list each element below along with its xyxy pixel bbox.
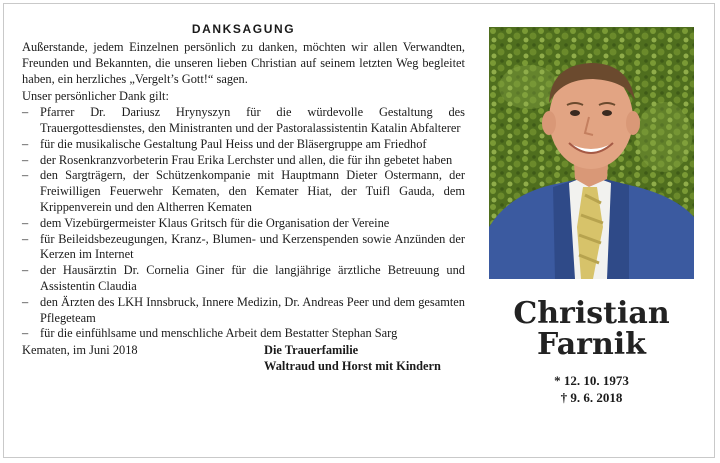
thanks-intro: Unser persönlicher Dank gilt:	[22, 89, 169, 104]
list-item	[22, 105, 465, 137]
footer-row	[22, 343, 465, 375]
dash-bullet: –	[22, 326, 29, 341]
list-item-text: der Rosenkranzvorbeterin Frau Erika Lerchster und allen, die für ihn gebetet haben	[40, 152, 453, 167]
list-item-text: für die musikalische Gestaltung Paul Heiss und der Bläsergruppe am Friedhof	[40, 136, 427, 151]
list-item	[22, 153, 465, 169]
dash-bullet: –	[22, 263, 29, 278]
list-item-text: für Beileidsbezeugungen, Kranz-, Blumen- und Kerzenspenden sowie Anzünden der Kerzen im Internet	[40, 231, 465, 262]
thanks-list	[22, 105, 465, 342]
family-signature	[264, 343, 441, 375]
list-item-text: der Hausärztin Dr. Cornelia Giner für die langjährige ärztliche Betreuung und Assistentin Claudia	[40, 263, 465, 293]
portrait-photo	[489, 27, 694, 279]
list-item-text: für die einfühlsame und menschliche Arbeit dem Bestatter Stephan Sarg	[40, 326, 398, 341]
signature-line-2: Waltraud und Horst mit Kindern	[264, 358, 441, 373]
text-column	[22, 22, 465, 375]
list-item	[22, 216, 465, 232]
list-item-text: Pfarrer Dr. Dariusz Hrynyszyn für die würdevolle Gestaltung des Trauergottesdienstes, den Ministranten und der Pastoralassistentin Katalin Abfalterer	[40, 105, 465, 135]
list-item-text: den Sargträgern, der Schützenkompanie mit Hauptmann Dieter Ostermann, der Freiwilligen Feuerwehr Kematen, den Kemater Hiat, der Tuifl Gauda, dem Krippenverein und den Altherren Kematen	[40, 168, 465, 214]
list-item	[22, 326, 465, 342]
notice-heading: DANKSAGUNG	[191, 22, 296, 36]
list-item	[22, 168, 465, 215]
list-item	[22, 232, 465, 264]
life-dates	[489, 372, 694, 406]
list-item-text: den Ärzten des LKH Innsbruck, Innere Medizin, Dr. Andreas Peer und dem gesamten Pflegeteam	[40, 294, 465, 325]
dash-bullet: –	[22, 168, 29, 183]
dash-bullet: –	[22, 105, 29, 120]
intro-paragraph: Außerstande, jedem Einzelnen persönlich zu danken, möchten wir allen Verwandten, Freunden und Bekannten, die unseren lieben Christian auf seinem letzten Weg begleitet haben, ein herzliches „Vergelt’s Gott!“ sagen.	[22, 40, 465, 86]
dash-bullet: –	[22, 231, 29, 246]
dash-bullet: –	[22, 152, 29, 167]
deceased-name	[489, 298, 694, 360]
last-name: Farnik	[537, 327, 646, 362]
list-item	[22, 263, 465, 295]
list-item-text: dem Vizebürgermeister Klaus Gritsch für die Organisation der Vereine	[40, 215, 390, 230]
list-item	[22, 137, 465, 153]
portrait-illustration	[489, 27, 694, 279]
dash-bullet: –	[22, 136, 29, 151]
dash-bullet: –	[22, 294, 29, 309]
list-item	[22, 295, 465, 327]
first-name: Christian	[513, 296, 670, 331]
dash-bullet: –	[22, 215, 29, 230]
place-date: Kematen, im Juni 2018	[22, 343, 138, 358]
birth-date: * 12. 10. 1973	[554, 373, 629, 388]
signature-line-1: Die Trauerfamilie	[264, 343, 359, 358]
death-date: † 9. 6. 2018	[560, 390, 623, 405]
